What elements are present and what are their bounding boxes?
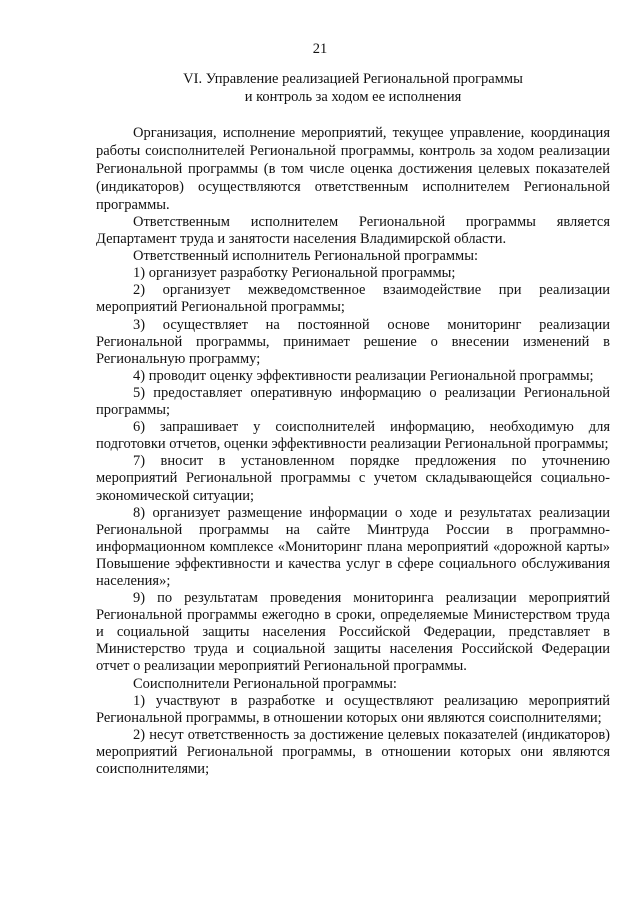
paragraph-executor-duties-intro: Ответственный исполнитель Региональной программы:: [133, 248, 478, 265]
section-heading-line-2: и контроль за ходом ее исполнения: [244, 88, 462, 105]
paragraph-coexecutors-intro: Соисполнители Региональной программы:: [133, 675, 397, 692]
list-item-coexecutor-2: 2) несут ответственность за достижение целевых показателей (индикаторов) мероприятий Региональной программы, в отношении которых они являются соисполнителями;: [96, 726, 610, 777]
section-heading: [96, 71, 610, 106]
list-item-executor-5: 5) предоставляет оперативную информацию о реализации Региональной программы;: [96, 384, 610, 419]
list-item-executor-8: 8) организует размещение информации о ходе и результатах реализации Региональной программы на сайте Минтруда России в программно-информационном комплексе «Мониторинг плана мероприятий «дорожной карты» Повышение эффективности и качества услуг в сфере социального обслуживания населения»;: [96, 504, 610, 589]
section-heading-line-1: VI. Управление реализацией Региональной программы: [183, 71, 523, 87]
paragraph-responsible-executor: Ответственным исполнителем Региональной программы является Департамент труда и занятости населения Владимирской области.: [96, 214, 610, 248]
paragraph-organization: Организация, исполнение мероприятий, текущее управление, координация работы соисполнителей Региональной программы, контроль за ходом реализации Региональной программы (в том числе оценка достижения целевых показателей (индикаторов) осуществляются ответственным исполнителем Региональной программы.: [96, 125, 610, 213]
page-number: 21: [312, 41, 328, 57]
list-item-executor-2: 2) организует межведомственное взаимодействие при реализации мероприятий Региональной программы;: [96, 282, 610, 316]
body-text: [96, 124, 610, 778]
list-item-executor-4: 4) проводит оценку эффективности реализации Региональной программы;: [133, 367, 594, 384]
list-item-executor-1: 1) организует разработку Региональной программы;: [133, 265, 456, 282]
list-item-executor-6: 6) запрашивает у соисполнителей информацию, необходимую для подготовки отчетов, оценки эффективности реализации Региональной программы;: [96, 419, 610, 453]
list-item-executor-3: 3) осуществляет на постоянной основе мониторинг реализации Региональной программы, принимает решение о внесении изменений в Региональную программу;: [96, 316, 610, 367]
list-item-executor-9: 9) по результатам проведения мониторинга реализации мероприятий Региональной программы ежегодно в сроки, определяемые Министерством труда и социальной защиты населения Российской Федерации, представляет в Министерство труда и социальной защиты населения Российской Федерации отчет о реализации мероприятий Региональной программы.: [96, 590, 610, 675]
list-item-coexecutor-1: 1) участвуют в разработке и осуществляют реализацию мероприятий Региональной программы, в отношении которых они являются соисполнителями;: [96, 692, 610, 726]
list-item-executor-7: 7) вносит в установленном порядке предложения по уточнению мероприятий Региональной программы с учетом складывающейся социально-экономической ситуации;: [96, 453, 610, 504]
